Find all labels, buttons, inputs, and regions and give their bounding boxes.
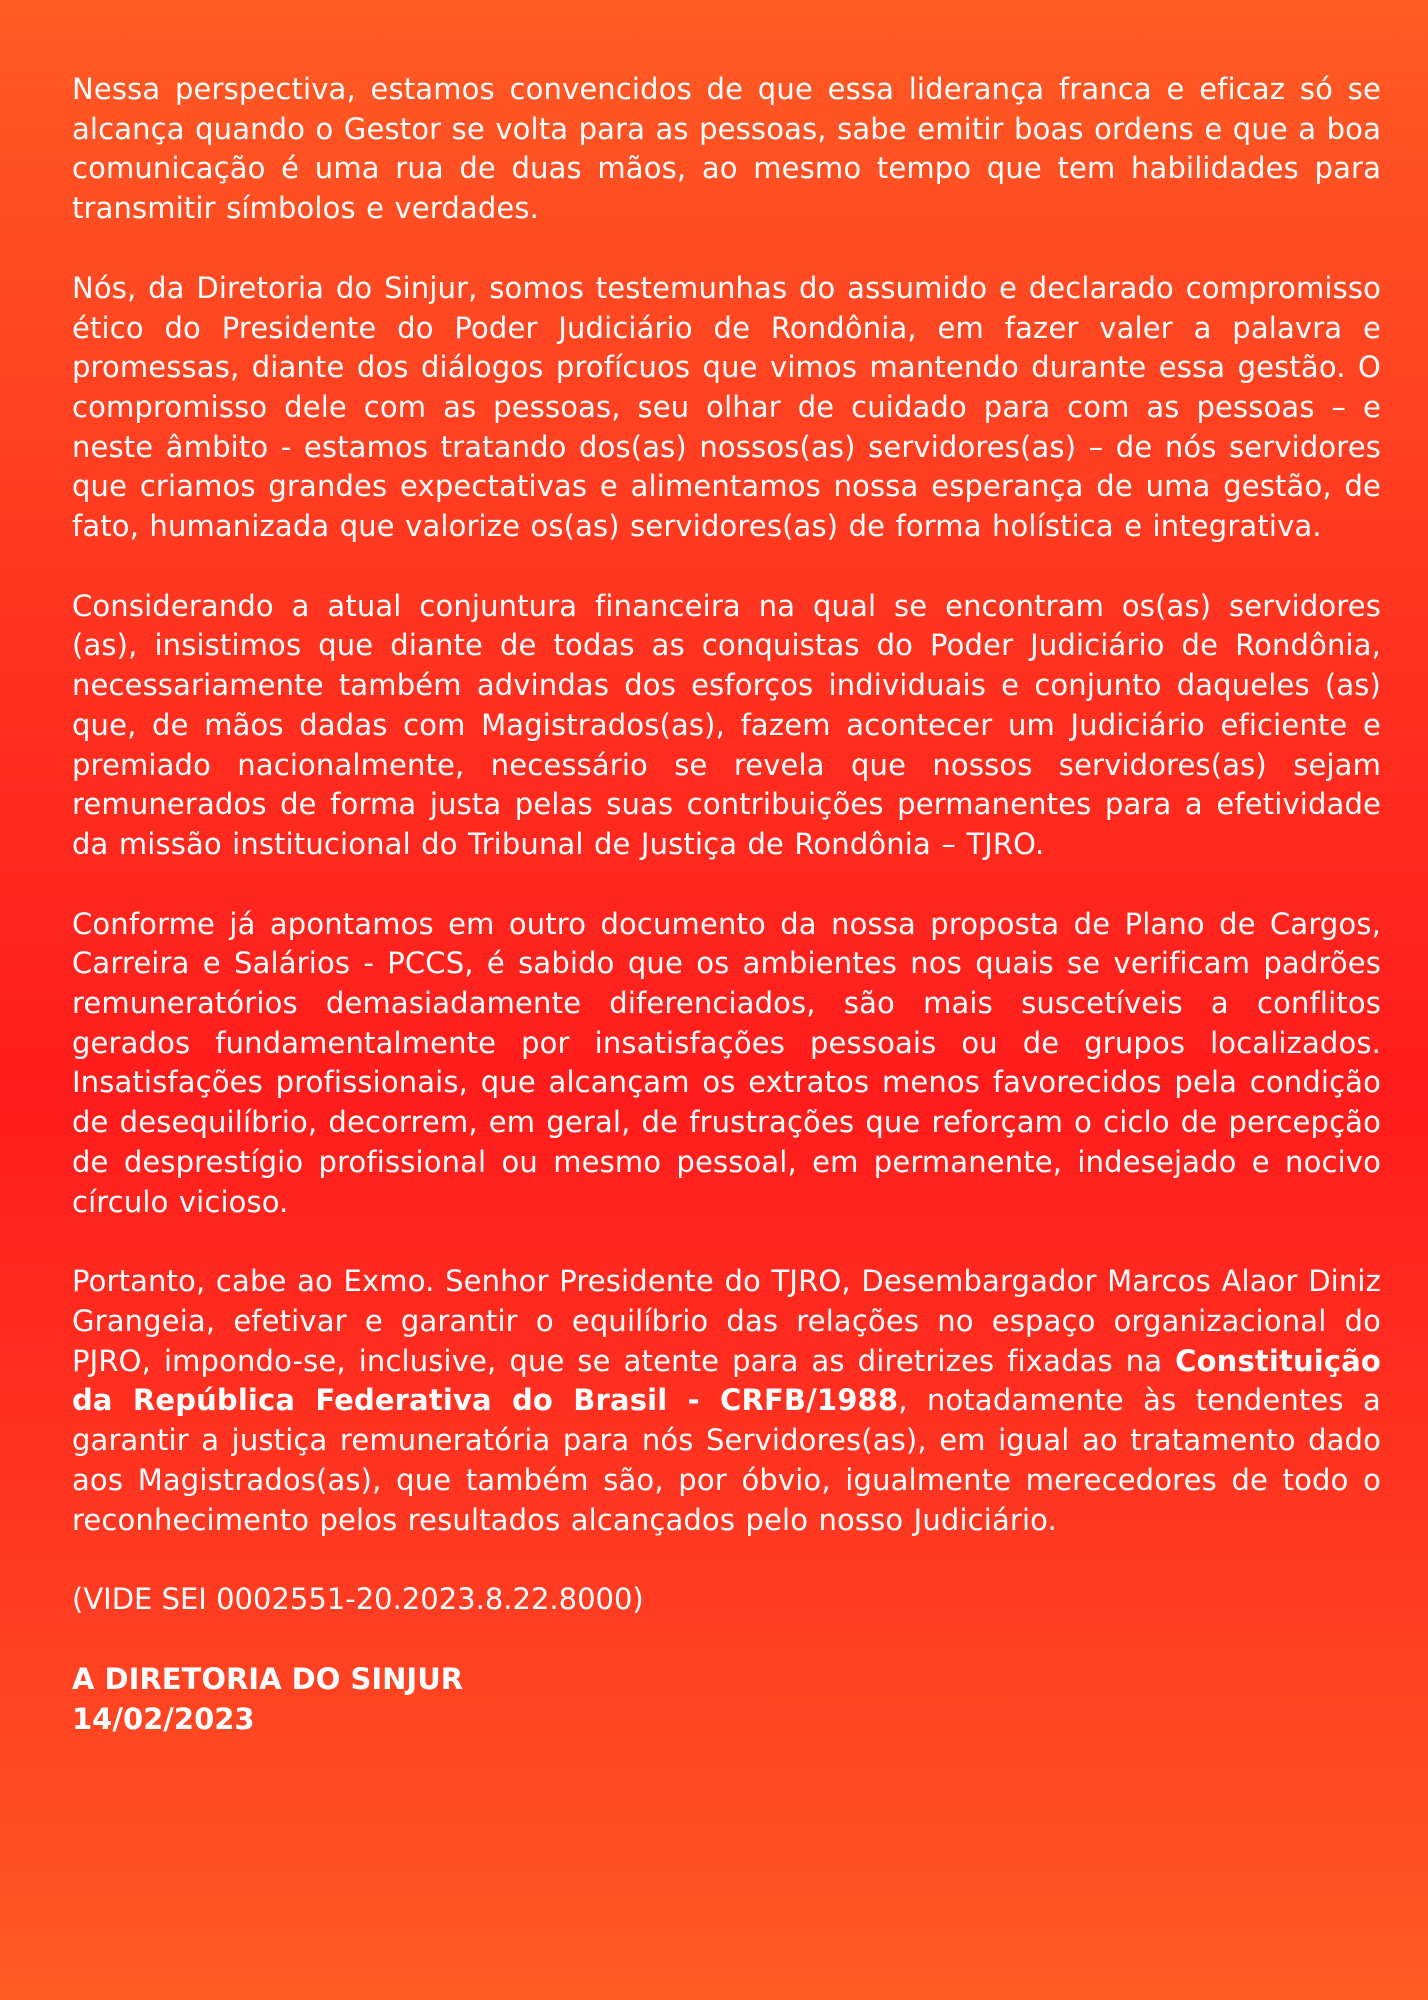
constitution-reference: Constituição da República Federativa do Brasil - CRFB/1988: [72, 1343, 1381, 1418]
conclusion-text-start: Portanto, cabe ao Exmo. Senhor Presidente do TJRO, Desembargador Marcos Alaor Diniz Grangeia, efetivar e garantir o equilíbrio das relações no espaço organizacional do PJRO, impondo-se, inclusive, que se atente para as diretrizes fixadas na: [72, 1264, 1381, 1378]
sei-reference: (VIDE SEI 0002551-20.2023.8.22.8000): [72, 1582, 644, 1617]
paragraph-pccs: Conforme já apontamos em outro documento da nossa proposta de Plano de Cargos, Carreira e Salários - PCCS, é sabido que os ambientes nos quais se verificam padrões remuneratórios demasiadamente diferenciados, são mais suscetíveis a conflitos gerados fundamentalmente por insatisfações pessoais ou de grupos localizados. Insatisfações profissionais, que alcançam os extratos menos favorecidos pela condição de desequilíbrio, decorrem, em geral, de frustrações que reforçam o ciclo de percepção de desprestígio profissional ou mesmo pessoal, em permanente, indesejado e nocivo círculo vicioso.: [72, 906, 1381, 1219]
signature-name: A DIRETORIA DO SINJUR: [72, 1661, 464, 1696]
paragraph-conclusion: [72, 1262, 1381, 1540]
paragraph-financial-situation: Considerando a atual conjuntura financeira na qual se encontram os(as) servidores (as), insistimos que diante de todas as conquistas do Poder Judiciário de Rondônia, necessariamente também advindas dos esforços individuais e conjunto daqueles (as) que, de mãos dadas com Magistrados(as), fazem acontecer um Judiciário eficiente e premiado nacionalmente, necessário se revela que nossos servidores(as) sejam remunerados de forma justa pelas suas contribuições permanentes para a efetividade da missão institucional do Tribunal de Justiça de Rondônia – TJRO.: [72, 588, 1381, 861]
signature-date: 14/02/2023: [72, 1701, 255, 1736]
paragraph-sinjur-commitment: Nós, da Diretoria do Sinjur, somos testemunhas do assumido e declarado compromisso ético do Presidente do Poder Judiciário de Rondônia, em fazer valer a palavra e promessas, diante dos diálogos profícuos que vimos mantendo durante essa gestão. O compromisso dele com as pessoas, seu olhar de cuidado para com as pessoas – e neste âmbito - estamos tratando dos(as) nossos(as) servidores(as) – de nós servidores que criamos grandes expectativas e alimentamos nossa esperança de uma gestão, de fato, humanizada que valorize os(as) servidores(as) de forma holística e integrativa.: [72, 270, 1381, 544]
conclusion-text-end: , notadamente às tendentes a garantir a justiça remuneratória para nós Servidores(as), em igual ao tratamento dado aos Magistrados(as), que também são, por óbvio, igualmente merecedores de todo o reconhecimento pelos resultados alcançados pelo nosso Judiciário.: [72, 1383, 1381, 1537]
paragraph-leadership: Nessa perspectiva, estamos convencidos de que essa liderança franca e eficaz só se alcança quando o Gestor se volta para as pessoas, sabe emitir boas ordens e que a boa comunicação é uma rua de duas mãos, ao mesmo tempo que tem habilidades para transmitir símbolos e verdades.: [72, 72, 1381, 226]
